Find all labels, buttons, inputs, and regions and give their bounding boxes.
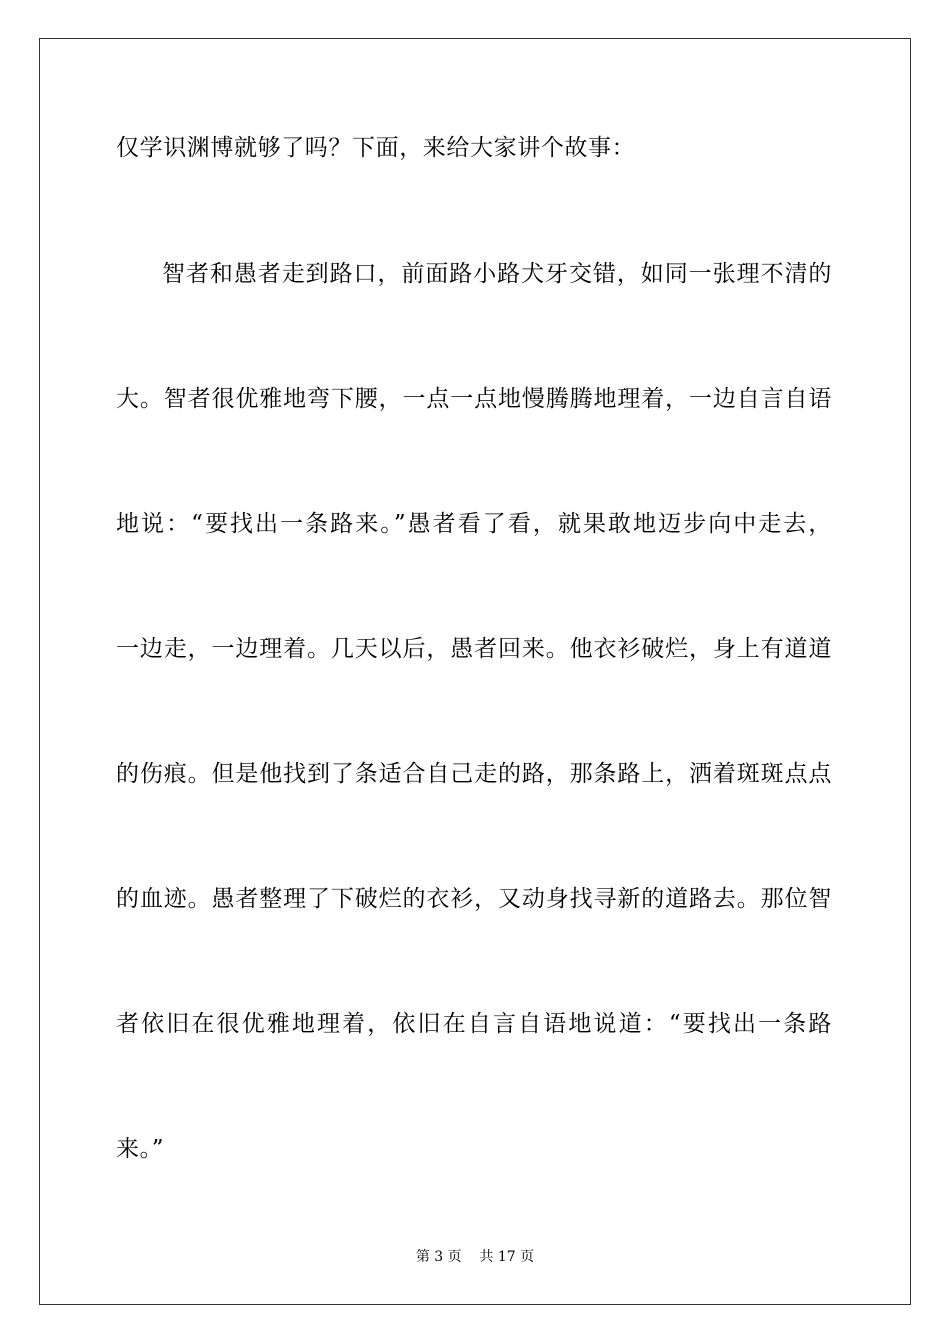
paragraph-line-4: 地说：“要找出一条路来。”愚者看了看，就果敢地迈步向中走去，: [116, 511, 832, 537]
paragraph-line-5: 一边走，一边理着。几天以后，愚者回来。他衣衫破烂，身上有道道: [116, 636, 832, 662]
paragraph-line-6: 的伤痕。但是他找到了条适合自己走的路，那条路上，洒着斑斑点点: [116, 761, 832, 787]
paragraph-line-7: 的血迹。愚者整理了下破烂的衣衫，又动身找寻新的道路去。那位智: [116, 886, 832, 912]
paragraph-line-3: 大。智者很优雅地弯下腰，一点一点地慢腾腾地理着，一边自言自语: [116, 386, 832, 412]
page-border: [39, 38, 911, 1305]
paragraph-line-1: 仅学识渊博就够了吗？下面，来给大家讲个故事：: [116, 135, 636, 161]
page-number-footer: 第 3 页 共 17 页: [415, 1249, 535, 1265]
paragraph-line-2: 智者和愚者走到路口，前面路小路犬牙交错，如同一张理不清的: [162, 261, 832, 287]
paragraph-line-8: 者依旧在很优雅地理着，依旧在自言自语地说道：“要找出一条路: [116, 1011, 832, 1037]
paragraph-line-9: 来。”: [116, 1136, 165, 1162]
